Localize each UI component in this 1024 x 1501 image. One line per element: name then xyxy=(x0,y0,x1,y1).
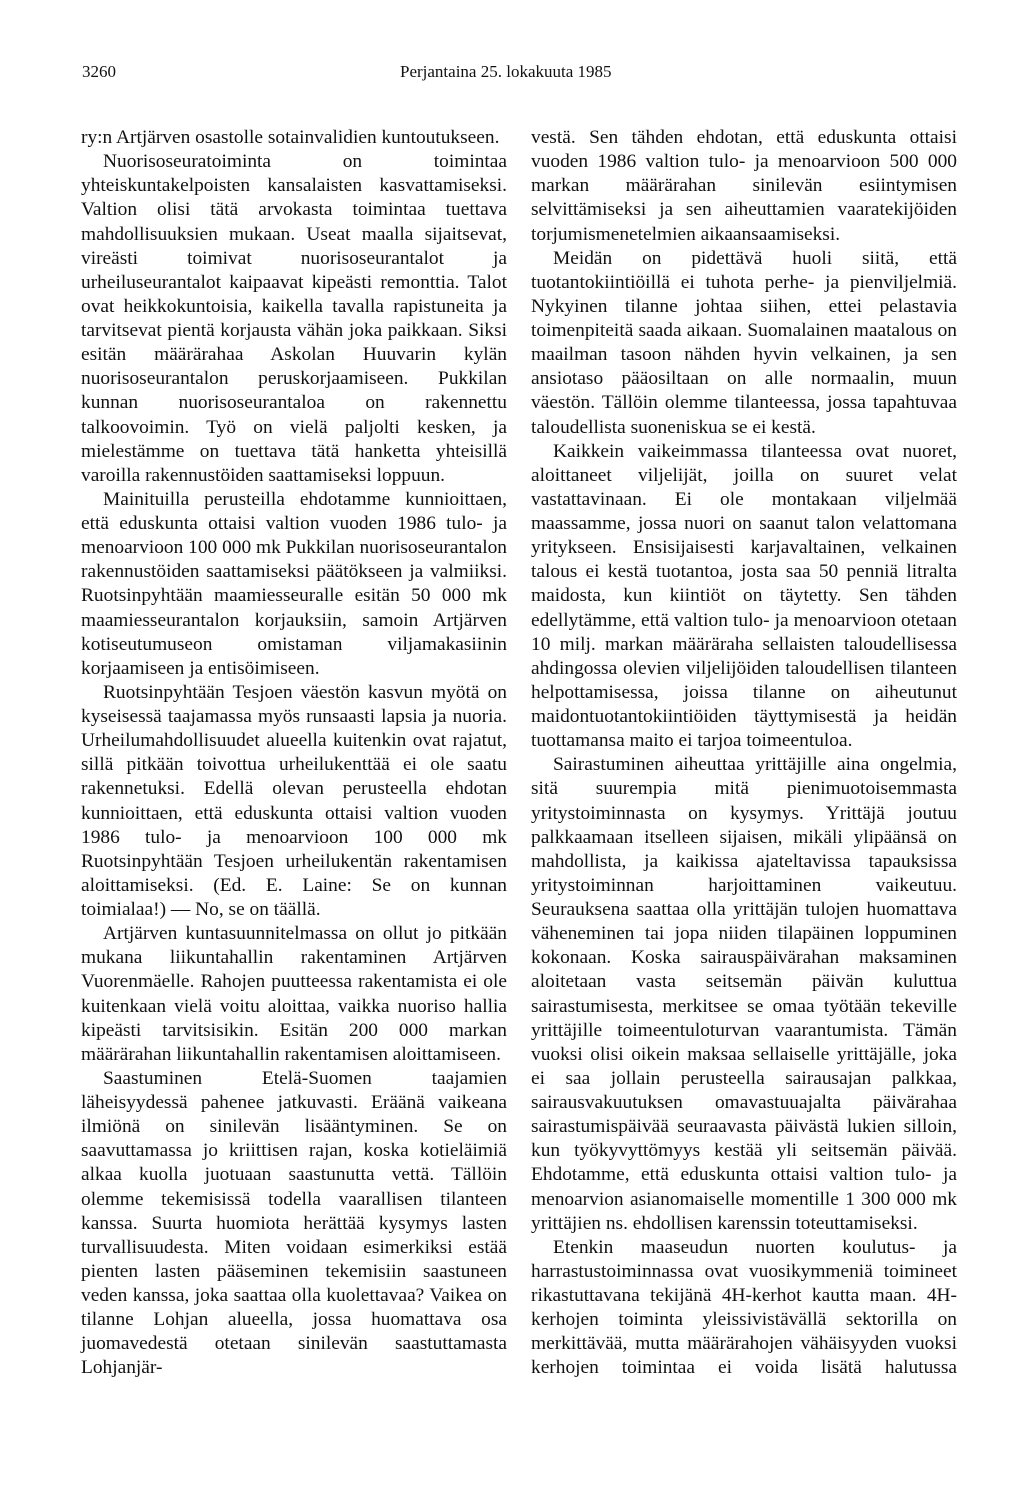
left-column xyxy=(81,126,507,1381)
page-header xyxy=(0,62,1024,92)
paragraph: Meidän on pidettävä huoli siitä, että tuotantokiintiöillä ei tuhota perhe- ja pienviljelmiä. Nykyinen tilanne johtaa siihen, ettei pelastavia toimenpiteitä saada aikaan. Suomalainen maatalous on maailman tasoon nähden hyvin velkainen, ja sen ansiotaso pääosiltaan on alle normaalin, muun väestön. Tällöin olemme tilanteessa, jossa tapahtuvaa taloudellista suoneniskua se ei kestä. xyxy=(531,247,957,438)
paragraph: vestä. Sen tähden ehdotan, että eduskunta ottaisi vuoden 1986 valtion tulo- ja menoarvioon 500 000 markan määrärahan sinilevän esiintymisen selvittämiseksi ja sen aiheuttamien vaaratekijöiden torjumismenetelmien aikaansaamiseksi. xyxy=(531,127,957,245)
page-number: 3260 xyxy=(82,62,116,81)
paragraph: Artjärven kuntasuunnitelmassa on ollut jo pitkään mukana liikuntahallin rakentaminen Artjärven Vuorenmäelle. Rahojen puutteessa rakentamista ei ole kuitenkaan vielä voitu aloittaa, vaikka nuoriso hallia kipeästi tarvitsisikin. Esitän 200 000 markan määrärahan liikuntahallin rakentamisen aloittamiseen. xyxy=(81,923,507,1065)
paragraph: Kaikkein vaikeimmassa tilanteessa ovat nuoret, aloittaneet viljelijät, joilla on suuret velat vastattavinaan. Ei ole montakaan viljelmää maassamme, jossa nuori on saanut talon velattomana yritykseen. Ensisijaisesti karjavaltainen, velkainen talous ei kestä tuotantoa, josta saa 50 penniä litralta maidosta, kun kiintiöt on täytetty. Sen tähden edellytämme, että valtion tulo- ja menoarvioon otetaan 10 milj. markan määräraha sellaisten taloudellisessa ahdingossa olevien viljelijöiden taloudellisen tilanteen helpottamisessa, joissa tilanne on aiheutunut maidontuotantokiintiöiden täyttymisestä ja heidän tuottamansa maito ei tarjoa toimeentuloa. xyxy=(531,440,957,752)
paragraph: Mainituilla perusteilla ehdotamme kunnioittaen, että eduskunta ottaisi valtion vuoden 1986 tulo- ja menoarvioon 100 000 mk Pukkilan nuorisoseurantalon rakennustöiden saattamiseksi päätökseen ja valmiiksi. Ruotsinpyhtään maamiesseuralle esitän 50 000 mk maamiesseurantalon korjauksiin, samoin Artjärven kotiseutumuseon omistaman viljamakasiinin korjaamiseen ja entisöimiseen. xyxy=(81,488,507,679)
paragraph: ry:n Artjärven osastolle sotainvalidien kuntoutukseen. xyxy=(81,127,500,148)
paragraph: Nuorisoseuratoiminta on toimintaa yhteiskuntakelpoisten kansalaisten kasvattamiseksi. Valtion olisi tätä arvokasta toimintaa tuettava mahdollisuuksien mukaan. Useat maalla sijaitsevat, vireästi toimivat nuorisoseurantalot ja urheiluseurantalot kaipaavat kipeästi remonttia. Talot ovat heikkokuntoisia, kaikella tavalla rapistuneita ja tarvitsevat pientä korjausta vähän joka paikkaan. Siksi esitän määrärahaa Askolan Huuvarin kylän nuorisoseurantalon peruskorjaamiseen. Pukkilan kunnan nuorisoseurantaloa on rakennettu talkoovoimin. Työ on vielä paljolti kesken, ja mielestämme on tuettava tätä hanketta yhteisillä varoilla rakennustöiden saattamiseksi loppuun. xyxy=(81,151,507,486)
paragraph: Sairastuminen aiheuttaa yrittäjille aina ongelmia, sitä suurempia mitä pienimuotoisemmasta yritystoiminnasta on kysymys. Yrittäjä joutuu palkkaamaan itselleen sijaisen, mikäli ylipäänsä on mahdollista, ja kaikissa ajateltavissa tapauksissa yritystoiminnan harjoittaminen vaikeutuu. Seurauksena saattaa olla yrittäjän tulojen huomattava väheneminen tai jopa niiden tilapäinen loppuminen kokonaan. Koska sairauspäivärahan maksaminen aloitetaan vasta seitsemän päivän kuluttua sairastumisesta, merkitsee se omaa työtään tekeville yrittäjille toimeentuloturvan vaarantumista. Tämän vuoksi olisi oikein maksaa sellaiselle yrittäjälle, joka ei saa jollain perusteella sairausajan palkkaa, sairausvakuutuksen omavastuuajalta päivärahaa sairastumispäivää seuraavasta päivästä lukien silloin, kun työkyvyttömyys kestää yli seitsemän päivää. Ehdotamme, että eduskunta ottaisi valtion tulo- ja menoarvion asianomaiselle momentille 1 300 000 mk yrittäjien ns. ehdollisen karenssin toteuttamiseksi. xyxy=(531,754,957,1234)
right-column xyxy=(531,126,957,1381)
paragraph: Saastuminen Etelä-Suomen taajamien läheisyydessä pahenee jatkuvasti. Eräänä vaikeana ilmiönä on sinilevän lisääntyminen. Se on saavuttamassa jo kriittisen rajan, koska kotieläimiä alkaa kuolla juotuaan saastunutta vettä. Tällöin olemme tekemisissä todella vaarallisen tilanteen kanssa. Suurta huomiota herättää kysymys lasten turvallisuudesta. Miten voidaan esimerkiksi estää pienten lasten pääseminen tekemisiin saastuneen veden kanssa, joka saattaa olla kuolettavaa? Vaikea on tilanne Lohjan alueella, jossa huomattava osa juomavedestä otetaan sinilevän saastuttamasta Lohjanjär- xyxy=(81,1067,507,1379)
header-title: Perjantaina 25. lokakuuta 1985 xyxy=(400,62,612,81)
paragraph: Etenkin maaseudun nuorten koulutus- ja harrastustoiminnassa ovat vuosikymmeniä toimineet rikastuttavana tekijänä 4H-kerhot kautta maan. 4H-kerhojen toiminta yleissivistävällä sektorilla on merkittävää, mutta määrärahojen vähäisyyden vuoksi kerhojen toimintaa ei voida lisätä halutussa xyxy=(531,1236,957,1379)
paragraph: Ruotsinpyhtään Tesjoen väestön kasvun myötä on kyseisessä taajamassa myös runsaasti lapsia ja nuoria. Urheilumahdollisuudet alueella kuitenkin ovat rajatut, sillä pitkään toivottua urheilukenttää ei ole saatu rakennetuksi. Edellä olevan perusteella ehdotan kunnioittaen, että eduskunta ottaisi valtion vuoden 1986 tulo- ja menoarvioon 100 000 mk Ruotsinpyhtään Tesjoen urheilukentän rakentamisen aloittamiseksi. (Ed. E. Laine: Se on kunnan toimialaa!) — No, se on täällä. xyxy=(81,681,507,920)
